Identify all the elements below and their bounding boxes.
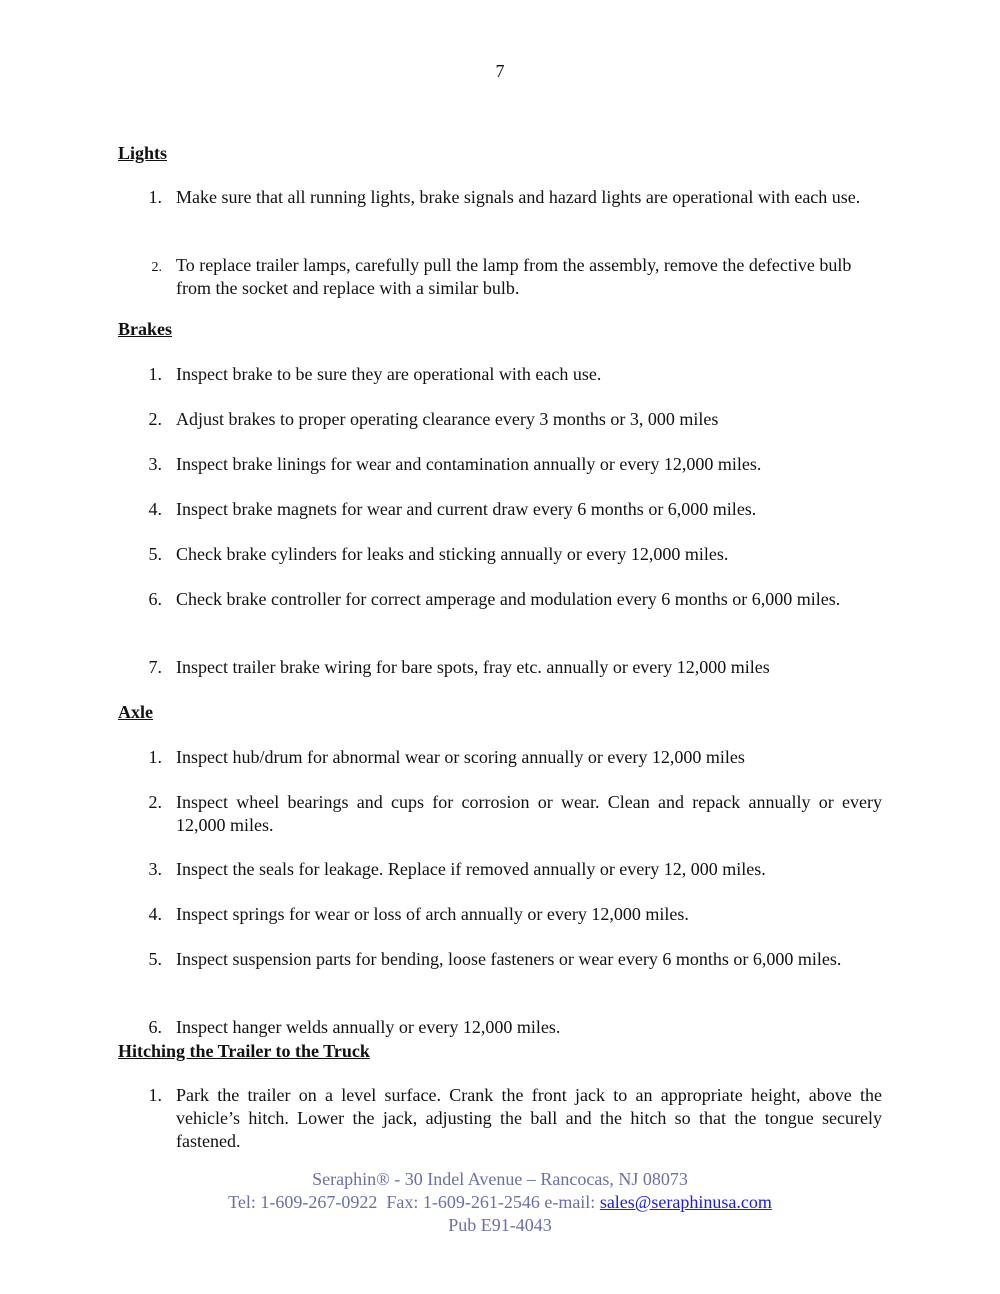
item-text: Inspect trailer brake wiring for bare spots, fray etc. annually or every 12,000 miles [176, 657, 770, 677]
item-text: Inspect hanger welds annually or every 12,000 miles. [176, 1017, 561, 1037]
list-item [118, 186, 882, 209]
list-item [118, 1016, 882, 1039]
section-heading-axle: Axle [118, 702, 153, 722]
footer-phone-fax: Tel: 1-609-267-0922 Fax: 1-609-261-2546 e-mail: [228, 1192, 600, 1212]
item-number: 4. [148, 904, 162, 924]
item-number: 7. [148, 657, 162, 677]
list-item [118, 453, 882, 476]
item-number: 2. [148, 792, 162, 812]
section-heading-hitching: Hitching the Trailer to the Truck [118, 1041, 370, 1061]
item-text: Inspect suspension parts for bending, loose fasteners or wear every 6 months or 6,000 miles. [176, 949, 842, 969]
item-number: 1. [148, 364, 162, 384]
item-text: To replace trailer lamps, carefully pull the lamp from the assembly, remove the defective bulb from the socket and replace with a similar bulb. [176, 255, 852, 298]
list-item [118, 588, 882, 611]
item-text: Inspect brake to be sure they are operational with each use. [176, 364, 602, 384]
list-item [118, 791, 882, 837]
item-number: 2. [151, 260, 162, 275]
footer-address: Seraphin® - 30 Indel Avenue – Rancocas, NJ 08073 [312, 1169, 688, 1189]
list-item [118, 254, 882, 300]
item-text: Check brake controller for correct amperage and modulation every 6 months or 6,000 miles. [176, 589, 841, 609]
list-item [118, 543, 882, 566]
list-item [118, 656, 882, 679]
item-number: 4. [148, 499, 162, 519]
item-text: Check brake cylinders for leaks and sticking annually or every 12,000 miles. [176, 544, 729, 564]
item-text: Inspect brake magnets for wear and current draw every 6 months or 6,000 miles. [176, 499, 757, 519]
list-item [118, 408, 882, 431]
item-text: Make sure that all running lights, brake signals and hazard lights are operational with each use. [176, 187, 861, 207]
email-link[interactable]: sales@seraphinusa.com [599, 1192, 772, 1212]
item-number: 3. [148, 859, 162, 879]
item-number: 5. [148, 949, 162, 969]
list-item [118, 363, 882, 386]
list-item [118, 746, 882, 769]
item-text: Inspect hub/drum for abnormal wear or scoring annually or every 12,000 miles [176, 747, 745, 767]
item-number: 1. [148, 187, 162, 207]
item-text: Inspect the seals for leakage. Replace if removed annually or every 12, 000 miles. [176, 859, 766, 879]
section-heading-lights: Lights [118, 143, 168, 163]
item-text: Inspect springs for wear or loss of arch annually or every 12,000 miles. [176, 904, 689, 924]
page-number: 7 [495, 61, 505, 81]
list-item [118, 948, 882, 971]
item-number: 1. [148, 747, 162, 767]
item-number: 3. [148, 454, 162, 474]
footer-contact [0, 1191, 1000, 1214]
list-item [118, 1084, 882, 1153]
item-number: 6. [148, 1017, 162, 1037]
item-text: Inspect brake linings for wear and contamination annually or every 12,000 miles. [176, 454, 762, 474]
list-item [118, 903, 882, 926]
item-number: 2. [148, 409, 162, 429]
item-number: 6. [148, 589, 162, 609]
item-text: Adjust brakes to proper operating clearance every 3 months or 3, 000 miles [176, 409, 719, 429]
item-text: Park the trailer on a level surface. Crank the front jack to an appropriate height, above the vehicle’s hitch. Lower the jack, adjusting the ball and the hitch so that the tongue securely fastened. [176, 1085, 882, 1151]
item-number: 1. [148, 1085, 162, 1105]
item-text: Inspect wheel bearings and cups for corrosion or wear. Clean and repack annually or every 12,000 miles. [176, 792, 882, 835]
list-item [118, 498, 882, 521]
item-number: 5. [148, 544, 162, 564]
footer-pub-number: Pub E91-4043 [448, 1215, 552, 1235]
section-heading-brakes: Brakes [118, 319, 172, 339]
list-item [118, 858, 882, 881]
